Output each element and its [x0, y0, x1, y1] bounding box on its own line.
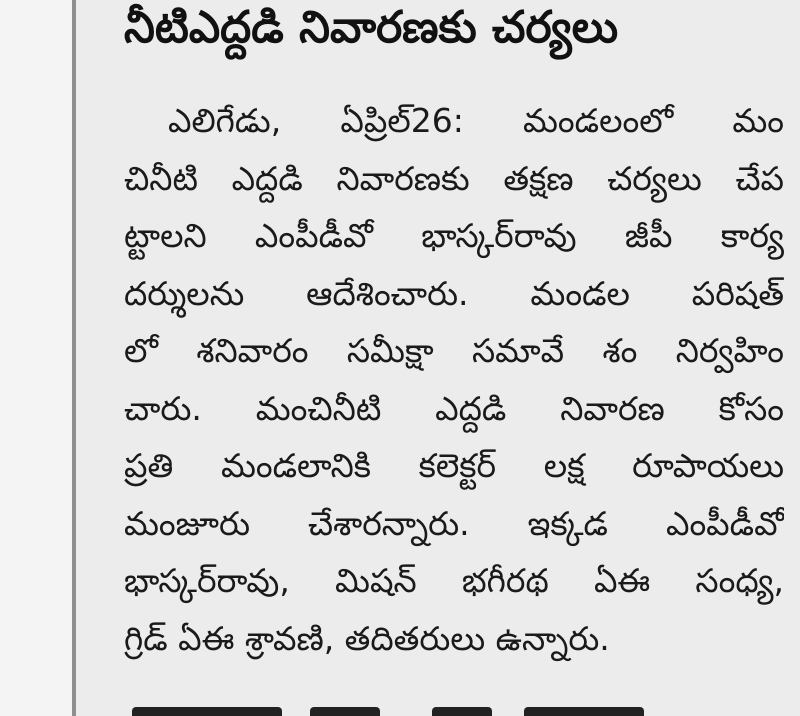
left-margin: [0, 0, 72, 716]
news-clipping: [76, 0, 800, 716]
article-line: చినీటి ఎద్దడి నివారణకు తక్షణ చర్యలు చేప: [124, 158, 784, 198]
article-headline: నీటిఎద్దడి నివారణకు చర్యలు: [124, 2, 619, 53]
article-line: మంజూరు చేశారన్నారు. ఇక్కడ ఎంపీడీవో: [124, 503, 784, 543]
next-headline-fragment: [132, 703, 752, 716]
article-line: భాస్కర్‌రావు, మిషన్ భగీరథ ఏఈ సంధ్య,: [124, 561, 784, 600]
article-body: [124, 92, 784, 667]
article-line: ఎలిగేడు, ఏప్రిల్26: మండలంలో మం: [168, 101, 784, 140]
article-line: గ్రిడ్ ఏఈ శ్రావణి, తదితరులు ఉన్నారు.: [124, 618, 610, 658]
article-line: దర్శులను ఆదేశించారు. మండల పరిషత్: [124, 273, 784, 313]
article-line: లో శనివారం సమీక్షా సమావే శం నిర్వహిం: [124, 331, 784, 370]
article-line: చారు. మంచినీటి ఎద్దడి నివారణ కోసం: [124, 388, 784, 428]
article-line: ప్రతి మండలానికి కలెక్టర్ లక్ష రూపాయలు: [124, 446, 784, 485]
article-line: ట్టాలని ఎంపీడీవో భాస్కర్‌రావు జీపీ కార్య: [124, 216, 784, 255]
